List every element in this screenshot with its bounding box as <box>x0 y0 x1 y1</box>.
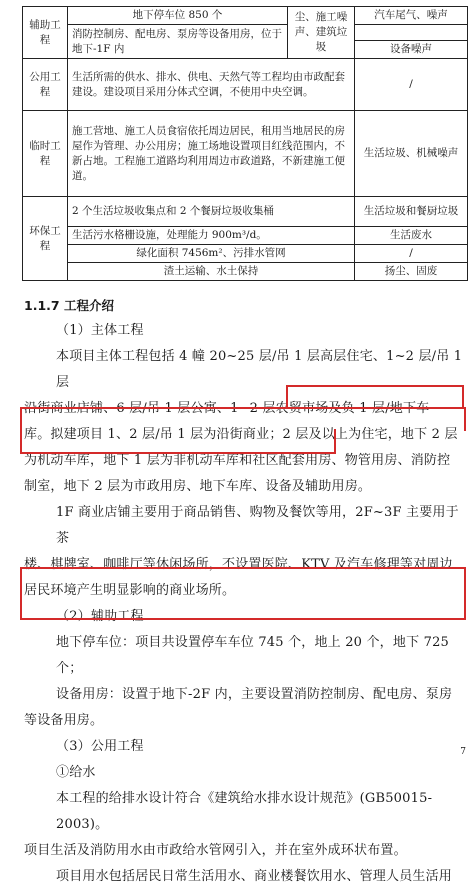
table-row <box>23 111 468 197</box>
table-cell: / <box>355 59 468 111</box>
table-row <box>23 245 468 263</box>
table-cell: 2 个生活垃圾收集点和 2 个餐厨垃圾收集桶 <box>68 197 355 227</box>
table-cell: 尘、施工噪声、建筑垃圾 <box>288 7 355 59</box>
table-cell: 生活污水格栅设施，处理能力 900m³/d。 <box>68 227 355 245</box>
paragraph-line: 沿街商业店铺、6 层/吊 1 层公寓、1~2 层农贸市场及负 1 层/地下车 <box>24 401 430 416</box>
paragraph-line: 制室，地下 2 层为市政用房、地下车库、设备及辅助用房。 <box>24 479 372 494</box>
category-cell: 公用工程 <box>23 59 68 111</box>
category-cell: 环保工程 <box>23 197 68 281</box>
paragraph-line: 本工程的给排水设计符合《建筑给水排水设计规范》(GB50015-2003)。 <box>56 791 433 832</box>
table-cell: 施工营地、施工人员食宿依托周边居民，租用当地居民的房屋作为管理、办公用房；施工场地设置项目红线范围内，不新占地。工程施工道路均利用周边市政道路，不新建施工便道。 <box>68 111 355 197</box>
highlight-box <box>286 385 464 409</box>
highlight-box <box>20 407 466 431</box>
paragraph-line: 地下停车位：项目共设置停车车位 745 个，地上 20 个，地下 725 个； <box>56 635 450 676</box>
table-row <box>23 197 468 227</box>
table-cell: 生活垃圾、机械噪声 <box>355 111 468 197</box>
section-heading: 1.1.7 工程介绍 <box>24 298 114 313</box>
table-row <box>23 263 468 281</box>
paragraph-line: （1）主体工程 <box>56 323 144 338</box>
paragraph-line: 项目生活及消防用水由市政给水管网引入，并在室外成环状布置。 <box>24 843 407 858</box>
paragraph-line: 楼、棋牌室、咖啡厅等休闲场所，不设置医院、KTV 及汽车修理等对周边 <box>24 557 453 572</box>
paragraph-line: 设备用房：设置于地下-2F 内，主要设置消防控制房、配电房、泵房 <box>56 687 453 702</box>
table-cell: 绿化面积 7456m²、污排水管网 <box>68 245 355 263</box>
project-composition-table <box>22 6 468 281</box>
table-row <box>23 59 468 111</box>
table-row <box>23 227 468 245</box>
table-cell: 设备噪声 <box>355 41 468 59</box>
highlight-box <box>20 567 466 620</box>
paragraph-line: 本项目主体工程包括 4 幢 20~25 层/吊 1 层高层住宅、1~2 层/吊 1 层 <box>56 349 463 390</box>
highlight-box <box>20 429 336 454</box>
paragraph-line: ①给水 <box>56 765 96 780</box>
table-row <box>23 25 468 41</box>
table-cell: 生活废水 <box>355 227 468 245</box>
table-cell: 生活垃圾和餐厨垃圾 <box>355 197 468 227</box>
paragraph-line: 库。拟建项目 1、2 层/吊 1 层为沿街商业；2 层及以上为住宅，地下 2 层 <box>24 427 458 442</box>
category-cell: 辅助工程 <box>23 7 68 59</box>
paragraph-line: 项目用水包括居民日常生活用水、商业楼餐饮用水、管理人员生活用 <box>56 869 453 884</box>
paragraph-line: 居民环境产生明显影响的商业场所。 <box>24 583 236 598</box>
table-cell: 生活所需的供水、排水、供电、天然气等工程均由市政配套建设。建设项目采用分体式空调，不使用中央空调。 <box>68 59 355 111</box>
table-cell: 消防控制房、配电房、泵房等设备用房，位于地下-1F 内 <box>68 25 288 59</box>
paragraph-line: 为机动车库，地下 1 层为非机动车库和社区配套用房、物管用房、消防控 <box>24 453 451 468</box>
table-cell: / <box>355 245 468 263</box>
paragraph-line: 1F 商业店铺主要用于商品销售、购物及餐饮等用，2F~3F 主要用于茶 <box>56 505 459 546</box>
table-cell: 地下停车位 850 个 <box>68 7 288 25</box>
paragraph-line: （3）公用工程 <box>56 739 144 754</box>
paragraph-line: （2）辅助工程 <box>56 609 144 624</box>
table-cell: 渣土运输、水土保持 <box>68 263 355 281</box>
table-cell: 扬尘、固废 <box>355 263 468 281</box>
page-number: 7 <box>460 747 466 757</box>
table-row <box>23 7 468 25</box>
category-cell: 临时工程 <box>23 111 68 197</box>
table-cell: 汽车尾气、噪声 <box>355 7 468 25</box>
paragraph-line: 等设备用房。 <box>24 713 104 728</box>
